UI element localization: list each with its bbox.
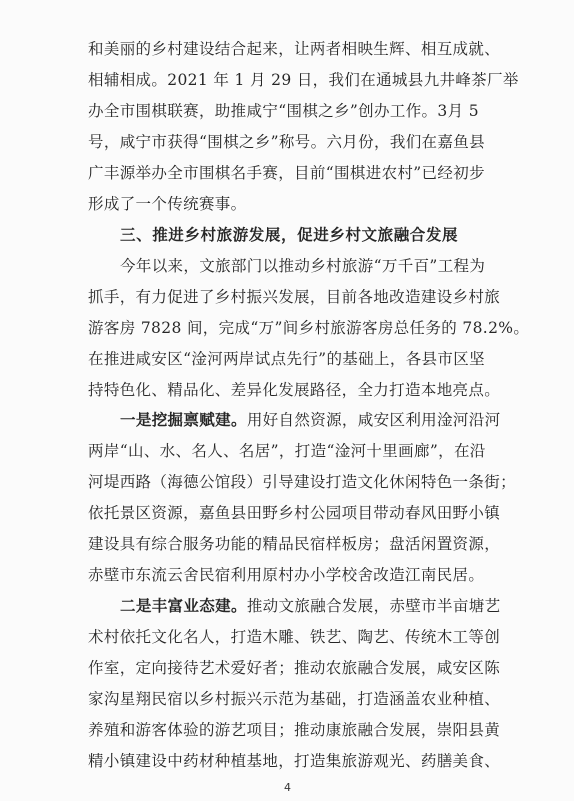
page-number: 4	[284, 781, 291, 794]
body-text-line: 精小镇建设中药材种植基地，打造集旅游观光、药膳美食、	[88, 752, 501, 770]
body-text-line: 持特色化、精品化、差异化发展路径，全力打造本地亮点。	[88, 380, 501, 399]
body-text-line: 两岸“山、水、名人、名居”，打造“淦河十里画廊”，在沿	[88, 442, 486, 461]
body-text-line: 家沟星翔民宿以乡村振兴示范为基础，打造涵盖农业种植、	[88, 690, 501, 709]
body-text-line: 作室，定向接待艺术爱好者；推动农旅融合发展，咸安区陈	[88, 659, 501, 678]
body-text-line: 养殖和游客体验的游艺项目；推动康旅融合发展，崇阳县黄	[88, 721, 501, 740]
body-text-line: 术村依托文化名人，打造木雕、铁艺、陶艺、传统木工等创	[88, 628, 501, 647]
paragraph-first-rest: 推动文旅融合发展，赤壁市半亩塘艺	[246, 597, 501, 616]
body-text-line: 依托景区资源，嘉鱼县田野乡村公园项目带动春风田野小镇	[88, 504, 501, 523]
body-text-line: 游客房 7828 间，完成“万”间乡村旅游客房总任务的 78.2%。	[88, 318, 530, 337]
body-text-line: 河堤西路（海德公馆段）引导建设打造文化休闲特色一条街；	[88, 473, 516, 492]
body-text-line: 相辅相成。2021 年 1 月 29 日，我们在通城县九井峰茶厂举	[88, 70, 519, 89]
body-text-line: 在推进咸安区“淦河两岸试点先行”的基础上，各县市区坚	[88, 349, 485, 368]
body-text-line: 形成了一个传统赛事。	[88, 194, 247, 213]
body-text-line: 赤壁市东流云舍民宿利用原村办小学校舍改造江南民居。	[88, 566, 485, 585]
paragraph-first-line	[120, 411, 500, 429]
body-text-line: 号，咸宁市获得“围棋之乡”称号。六月份，我们在嘉鱼县	[88, 132, 485, 151]
paragraph-lead-bold: 一是挖掘禀赋建。	[120, 410, 247, 430]
paragraph-first-line	[120, 597, 500, 615]
body-text-line: 和美丽的乡村建设结合起来，让两者相映生辉、相互成就、	[88, 40, 501, 58]
body-text-line: 办全市围棋联赛，助推咸宁“围棋之乡”创办工作。3月 5	[88, 101, 479, 120]
paragraph-first-rest: 用好自然资源，咸安区利用淦河沿河	[246, 411, 501, 430]
section-heading: 三、推进乡村旅游发展，促进乡村文旅融合发展	[120, 224, 459, 244]
body-text-line: 抓手，有力促进了乡村振兴发展，目前各地改造建设乡村旅	[88, 287, 501, 306]
body-text-line: 今年以来，文旅部门以推动乡村旅游“万千百”工程为	[120, 256, 486, 275]
body-text-line: 广丰源举办全市围棋名手赛，目前“围棋进农村”已经初步	[88, 163, 485, 182]
body-text-line: 建设具有综合服务功能的精品民宿样板房；盘活闲置资源，	[88, 535, 501, 554]
paragraph-lead-bold: 二是丰富业态建。	[120, 596, 247, 616]
